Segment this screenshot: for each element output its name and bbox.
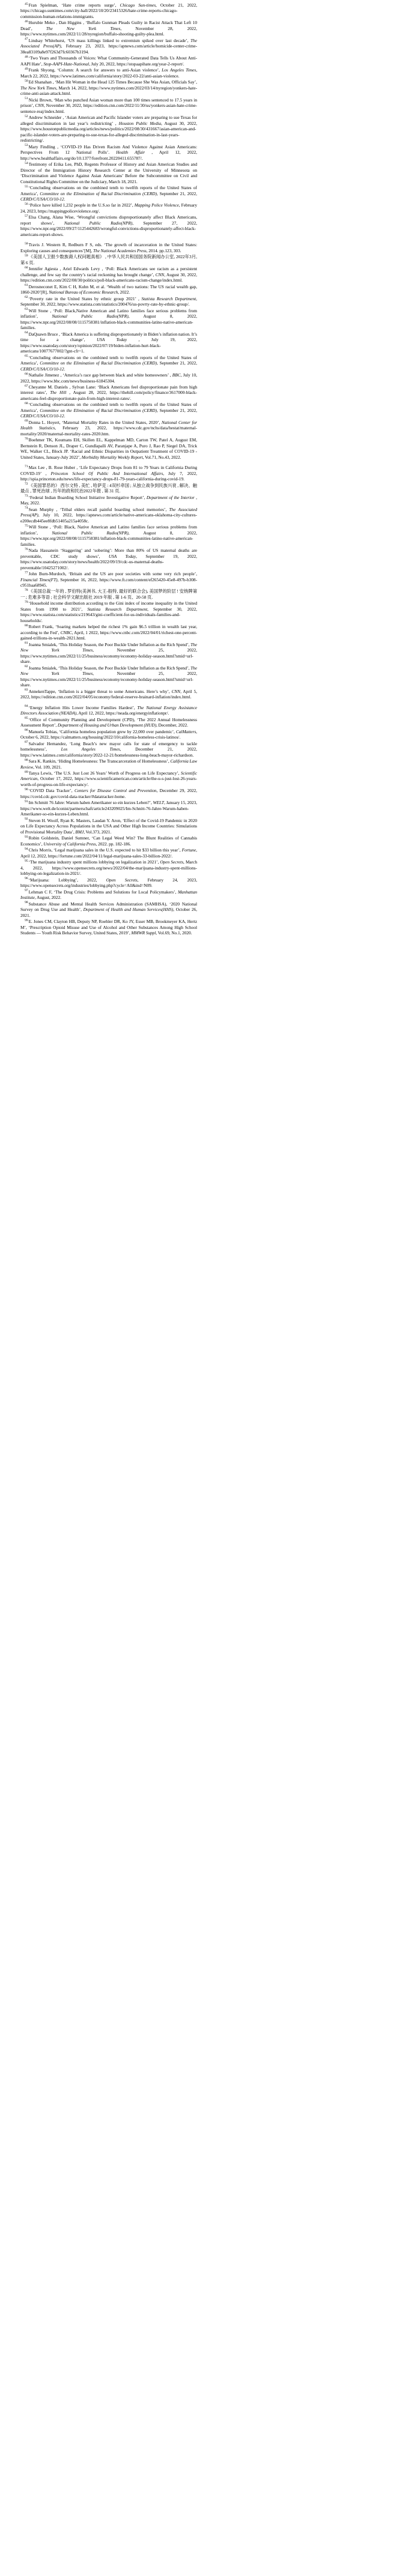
endnote-number: 79 — [25, 600, 28, 605]
endnote-text: Hurubie Meko , Dan Higgins , ‘Buffalo Gunman Pleads Guilty in Racist Attack That Left 10 Dead’, The New York Times, November 28, 2022, https://www.nytimes.com/2022/11/28/nyregion/buffalo-shooting-guilty-plea.html. — [20, 20, 197, 37]
endnote-number: 84 — [25, 704, 28, 709]
endnote — [20, 507, 197, 524]
endnote-text: Testimony of Erika Lee, PhD, Regents Professor of History and Asian American Studies and Director of the Immigration History Research Center at the University of Minnesota on ‘Discrimination and Violence Against Asian Americans’ Before the Subcommittee on Civil and Constitutional Rights Committee on the Judiciary, March 18, 2021. — [20, 162, 197, 184]
endnote-text: Robin Goldstein, Daniel Sumner, ‘Can Legal Weed Win? The Blunt Realities of Cannabis Economics’, University of California Press, 2022. pp. 182-186. — [20, 835, 197, 847]
endnote-number: 78 — [25, 588, 28, 593]
endnote-text: Robert Frank, ‘Soaring markets helped the richest 1% gain $6.5 trillion in wealth last year, according to the Fed’, CNBC, April, 1 2022, https://www.cnbc.com/2022/04/01/richest-one-percent-gained-trillions-in-wealth-2021.html. — [20, 624, 197, 641]
endnote-number: 62 — [25, 295, 28, 300]
endnote-text: Cheyanne M. Daniels , Sylvan Lane: ‘Black Americans feel disproportionate pain from high interest rates’, The Hill , August 28, 2022, https://thehill.com/policy/finance/3617000-black-americans-feel-disproportionate-pain-from-high-interest-rates/. — [20, 384, 197, 401]
endnote-text: Tanya Lewis, ‘The U.S. Just Lost 26 Years’ Worth of Progress on Life Expectancy’, Scientific American, October 17, 2022, https://www.scientificamerican.com/article/the-u-s-just-lost-26-years-worth-of-progress-on-life-expectancy/. — [20, 770, 197, 787]
endnote — [20, 67, 197, 79]
endnote-number: 81 — [25, 641, 28, 646]
endnote-text: ‘Two Years and Thousands of Voices: What Community-Generated Data Tells Us About Anti-AAPI Hate’, Stop-AAPI-Hate-National, July 20, 2022, https://stopaapihate.org/year-2-report/. — [20, 55, 197, 67]
endnote — [20, 729, 197, 740]
endnote — [20, 55, 197, 67]
endnote — [20, 600, 197, 623]
endnote-text: ‘Office of Community Planning and Development (CPD), ‘The 2022 Annual Homelessness Assessment Report’, Department of Housing and Urban Development (HUD), December, 2022. — [20, 716, 197, 728]
endnote-text: Lehman C F, ‘The Drug Crisis: Problems and Solutions for Local Policymakers’, Manhattan Institute, August, 2022. — [20, 889, 197, 901]
endnote — [20, 524, 197, 547]
endnote — [20, 162, 197, 184]
endnote — [20, 79, 197, 96]
endnote-text: Nada Hassanein ‘Staggering’ and ‘sobering’: More than 80% of US maternal deaths are preventable, CDC study shows’, USA Today, September 19, 2022, https://www.usatoday.com/story/news/health/2022/09/19/cdc-us-maternal-deaths-preventable/10425271002/. — [20, 548, 197, 570]
endnote-text: 《美国罪恶的》 西尔文特 , 美忙 , 哈萨克 : 4双杉牵国 ; 从独立战争到民族兴衰 , 解决、触最点 , 罪死治球 , 历年的政和民治2022年报 , 第 31 页. — [20, 482, 197, 494]
endnote-number: 66 — [25, 372, 28, 376]
endnotes-page — [0, 0, 405, 943]
endnote-text: ‘Concluding observations on the combined tenth to twelfth reports of the United States of America’, Committee on the Elimination of Racial Discrimination (CERD), September 21, 2022, CERD/C/USA/CO/10-12. — [20, 402, 197, 419]
endnote — [20, 202, 197, 214]
endnote-number: 77 — [25, 570, 28, 575]
endnote — [20, 919, 197, 936]
endnote-number: 68 — [25, 402, 28, 406]
endnote — [20, 38, 197, 55]
endnote-text: ‘Federal Indian Boarding School Initiative Investigative Report’, Department of the Interior , May, 2022. — [20, 494, 198, 506]
endnote — [20, 770, 197, 787]
endnote — [20, 185, 197, 202]
endnote-number: 49 — [25, 67, 28, 71]
endnote-text: 《美国总裁一年的 , 罗伯特(美洲书, 大王-般特, 最好的联合会), 美国梦的阶层 ! 安纳牌第一 ; 危难多等语 ; 社会科学文献出版社 2019 年版 , 第 1-6 页、20-58 页. — [20, 588, 197, 600]
endnote-number: 61 — [25, 283, 28, 288]
endnote-number: 47 — [25, 37, 28, 41]
endnote-text: 《美国人卫报少数族裔人权问题真相》 , 中华人民共和国国务院新闻办公室, 2022年3月, 第 6 页. — [20, 254, 197, 265]
endnote — [20, 571, 197, 588]
endnote-number: 48 — [25, 55, 28, 59]
endnote-number: 72 — [25, 482, 28, 486]
endnote-number: 60 — [25, 265, 28, 270]
endnote-number: 82 — [25, 665, 28, 669]
endnote-text: ‘Household income distribution according to the Gini index of income inequality in the United States from 1990 to 2021’, Statista Research Department, September 30, 2022, https://www.statista.com/statistics/219643/gini-coefficient-for-us-individuals-families-and-households/. — [20, 600, 197, 623]
endnote-number: 75 — [25, 524, 28, 528]
endnote — [20, 115, 197, 143]
endnote-text: Joanna Smialek, ‘This Holiday Season, the Poor Buckle Under Inflation as the Rich Spend’, The New York Times, November 25, 2022, https://www.nytimes.com/2022/11/25/business/economy/economy-holiday-season.html?smid=url-share. — [20, 641, 197, 665]
endnote — [20, 588, 197, 600]
endnote-number: 91 — [25, 800, 28, 803]
endnote-text: ‘Concluding observations on the combined tenth to twelfth reports of the United States of America’, Committee on the Elimination of Racial Discrimination (CERD), September 21, 2022, CERD/C/USA/CO/10-12. — [20, 354, 197, 372]
endnote — [20, 296, 197, 307]
group-separator — [20, 701, 197, 705]
endnote — [20, 741, 197, 758]
endnote-text: ‘Police have killed 1,232 people in the U.S.so far in 2022’, Mapping Police Violence, February 24, 2023, https://mappingpoliceviolence.org/. — [20, 202, 197, 214]
endnote-number: 80 — [25, 623, 28, 627]
endnote — [20, 859, 197, 876]
endnote-number: 73 — [25, 494, 28, 498]
endnote-text: Travis J. Western R, Redburn F S, eds. ‘The growth of incarceration in the United States: Exploring causes and consequences’[M], The National Academies Press, 2014. pp.123, 303. — [20, 242, 197, 253]
endnote-text: Jennifer Agiesta , Ariel Edwards Levy , ‘Poll: Black Americans see racism as a persistent challenge, and few say the country’s racial reckoning has brought change’, CNN, August 30, 2022, https://edition.cnn.com/2022/08/30/politics/poll-black-americans-racism-change/index.html. — [20, 266, 197, 283]
endnote-number: 64 — [25, 331, 28, 335]
endnote-number: 92 — [25, 817, 28, 821]
endnote — [20, 642, 197, 665]
endnote-text: Im Schmitt 76 Jahre: Warum haben Amerikaner so ein kurzes Leben?’, WELT, January 15, 2023, https://www.welt.de/iconist/partnerschaft/article243209025/Im-Schnitt-76-Jahre-Warum-haben-Amerikaner-so-ein-kurzes-Leben.html. — [20, 800, 197, 817]
endnote-group — [20, 2, 197, 237]
endnote-group — [20, 465, 197, 700]
endnote-group — [20, 705, 197, 936]
endnote-number: 85 — [25, 716, 28, 721]
endnote-text: Boehmer TK, Koumans EH, Skillen EL, Kappelman MD, Carton TW, Patel A, August EM, Bernstein R, Denson JL, Draper C, Gundlapalli AV, Paranjape A, Puro J, Rao P, Siegel DA, Trick WE, Walker CL, Block JP. ‘Racial and Ethnic Disparities in Outpatient Treatment of COVID-19 - United States, January-July 2022’, Morbidity Mortality Weekly Report, Vol.71, No.43, 2022. — [20, 437, 197, 460]
endnote-text: Derosneconet E, Kim C H, Kuhn M, et al. ‘Wealth of two nations: The US racial wealth gap, 1860-2020’[R], National Bureau of Economic Research, 2022. — [20, 283, 197, 295]
endnote-number: 63 — [25, 307, 28, 312]
endnote — [20, 877, 197, 889]
endnote — [20, 483, 197, 494]
endnote — [20, 901, 197, 918]
endnote — [20, 372, 197, 384]
endnote — [20, 97, 197, 114]
endnote-number: 86 — [25, 728, 28, 733]
endnote-number: 67 — [25, 384, 28, 388]
endnote-number: 50 — [25, 79, 28, 83]
endnote — [20, 355, 197, 372]
endnote — [20, 254, 197, 265]
endnote-number: 83 — [25, 688, 28, 692]
endnote-text: E. Jones CM, Clayton HB, Deputy NP, Roehler DR, Ko JY, Esser MB, Brookmeyer KA, Hertz M’, ‘Prescription Opioid Misuse and Use of Alcohol and Other Substances Among High School Students — Youth Risk Behavior Survey, United States, 2019’, MMWR Suppl, Vol.69, No.1, 2020. — [20, 919, 197, 936]
endnote — [20, 705, 197, 716]
endnote — [20, 665, 197, 688]
endnote-number: 88 — [25, 758, 28, 762]
endnote-text: AnnekenTappe, ‘Inflation is a bigger threat to some Americans. Here’s why’, CNN, April 5, 2022, https://edition.cnn.com/2022/04/05/economy/federal-reserve-brainard-inflation/index.html. — [20, 688, 198, 700]
endnote — [20, 144, 197, 161]
endnote-number: 98 — [25, 901, 28, 905]
endnote-number: 45 — [25, 2, 28, 6]
endnote-text: ‘Marijuana: Lobbying’, 2022, Open Secrets, February 24, 2023, https://www.opensecrets.org/industries/lobbying.php?cycle=All&ind=N09. — [20, 877, 197, 889]
endnote — [20, 20, 197, 37]
endnote — [20, 384, 197, 401]
endnote — [20, 818, 197, 835]
endnote-text: Andrew Schneider , ‘Asian American and Pacific Islander voters are preparing to sue Texas for alleged discrimination in last year’s redistricting’ , Houston Public Media, August 30, 2022, https://www.houstonpublicmedia.org/articles/news/politics/2022/08/30/431667/asian-american-and-pacific-islander-voters-are-preparing-to-sue-texas-for-alleged-discrimination-in-last-years-redistricting/. — [20, 115, 197, 144]
endnote-number: 87 — [25, 740, 28, 745]
endnote-number: 96 — [25, 877, 28, 881]
endnote-number: 70 — [25, 437, 28, 441]
endnote-text: Substance Abuse and Mental Health Services Administration (SAMHSA), ‘2020 National Survey on Drug Use and Health’, Department of Health and Human Services(HHS), October 26, 2021. — [20, 901, 197, 918]
endnote-text: Max Lee , B. Rose Huber , ‘Life Expectancy Drops from 81 to 79 Years in California During COVID-19’ , Princeton School Of Public And International Affairs, July 7, 2022, http://spia.princeton.edu/news/life-expectancy-drops-81-79-years-california-during-covid-19. — [20, 465, 197, 482]
endnote-text: Salvador Hernandez, ‘Long Beach’s new mayor calls for state of emergency to tackle homelessness’, Los Angeles Times, December 21, 2022, https://www.latimes.com/california/story/2022-12-21/homelessness-long-beach-mayor-richardson. — [20, 740, 197, 758]
endnote — [20, 788, 197, 799]
endnote-number: 65 — [25, 354, 28, 358]
endnote — [20, 214, 197, 237]
endnote-number: 89 — [25, 770, 28, 774]
endnote-group — [20, 242, 197, 460]
endnote-number: 56 — [25, 202, 28, 207]
endnote — [20, 2, 197, 19]
endnote — [20, 689, 197, 700]
endnote — [20, 437, 197, 460]
endnote-text: Will Stone , ‘Poll: Black, Native American and Latino families face serious problems from inflation’, National Public Radio(NPR), August 8, 2022, https://www.npr.org/2022/08/08/1115758381/inflation-black-communities-latino-native-american-families. — [20, 524, 197, 547]
endnote-text: Mary Findling , ‘COVID-19 Has Driven Racism And Violence Against Asian Americans: Perspectives From 12 National Polls’. Health Affair , April 12, 2022, http://www.healthaffairs.org/do/10.1377/forefront.20220411.655787/. — [20, 144, 197, 161]
endnote-number: 76 — [25, 547, 28, 551]
endnote-text: ‘Concluding observations on the combined tenth to twelfth reports of the United States of America’, Committee on the Elimination of Racial Discrimination (CERD), September 21, 2022, CERD/C/USA/CO/10-12. — [20, 185, 197, 202]
endnotes-columns — [20, 2, 385, 937]
endnote-number: 95 — [25, 859, 28, 863]
endnote-text: DaQuawn Bruce , ‘Black America is suffering disproportionately in Biden’s inflation nation. It’s time for a change’, USA Today , July 19, 2022, https://www.usatoday.com/story/opinion/2022/07/19/biden-inflation-hurt-black-americans/10077677002/?gnt-cfr=1. — [20, 331, 197, 354]
endnote-text: Nicki Brown, ‘Man who punched Asian woman more than 100 times sentenced to 17.5 years in prison’, CNN, November 30, 2022, https://edition.cnn.com/2022/11/30/us/yonkers-asian-hate-crime-sentence-reaj/index.html. — [20, 97, 197, 114]
endnote — [20, 465, 197, 482]
endnote-number: 54 — [25, 161, 28, 165]
endnote-text: Donna L. Hoyert, ‘Maternal Mortality Rates in the United States, 2020’, National Center for Health Statistics, February 23, 2022, https://www.cdc.gov/nchs/data/hestat/maternal-mortality/2020/maternal-mortality-rates-2020.htm. — [20, 419, 197, 437]
endnote — [20, 624, 197, 641]
endnote — [20, 758, 197, 770]
endnote-text: Lindsay Whitehurst, ‘US mass killings linked to extremism spiked over last decade’, The Associated Press(AP), February 23, 2023, https://apnews.com/article/homicide-center-crime-38ea83109a8e97f263d7fc60367b3194. — [20, 37, 197, 55]
endnote-text: ‘The marijuana industry spent millions lobbying on legalization in 2021’, Open Secrets, March 4, 2022, https://www.opensecrets.org/news/2022/04/the-marijuana-industry-spent-millions-lobbying-on-legalization-in-2021/. — [20, 859, 197, 877]
endnote — [20, 495, 197, 506]
endnote-number: 59 — [25, 253, 28, 258]
endnote-text: Manuela Tobias, ‘California homeless population grew by 22,000 over pandemic’, CalMatters, October 6, 2022, https://calmatters.org/housing/2022/10/california-homeless-crisis-latinos/. — [20, 728, 197, 740]
endnote-text: Will Stone , ‘Poll: Black,Native American and Latino families face serious problems from inflation’, National Public Radio(NPR), August 8, 2022, https://www.npr.org/2022/08/08/1115758381/inflation-black-communities-latino-native-american-families. — [20, 307, 197, 331]
endnote — [20, 284, 197, 295]
endnote — [20, 800, 197, 817]
endnote-text: ‘Energy Inflation Hits Lower Income Families Hardest’, The National Energy Assistance Directors Association (NEADA), April 12, 2022, https://neada.org/energyinflationpr/. — [20, 704, 197, 716]
endnote-number: 94 — [25, 847, 28, 851]
endnote-number: 99 — [25, 918, 28, 922]
endnote-number: 90 — [25, 788, 28, 792]
endnote — [20, 889, 197, 901]
endnote-text: ‘COVID Data Tracker’, Centers for Disease Control and Prevention, December 29, 2022, https://covid.cdc.gov/covid-data-tracker/#datatracker-home. — [20, 788, 197, 799]
endnote — [20, 420, 197, 437]
endnote-text: Sean Murphy , ‘Tribal elders recall painful boarding school memories’, The Associated Press(AP), July 10, 2022, https://apnews.com/article/native-americans-oklahoma-city-cultures-e200ecdb445ee8fdb51405a215a4058c. — [20, 506, 197, 524]
endnote-text: Elsa Chang, Alana Wise, ‘Wrongful convictions disproportionately affect Black Americans, report shows’, National Public Radio(NPR), September 27, 2022, https://www.npr.org/2022/09/27/1125442683/wrongful-convictions-disproportionately-affect-black-americans-report-shows. — [20, 214, 197, 237]
endnote-number: 58 — [25, 241, 28, 246]
endnote-text: Nathalie Jimenez , ‘America’s race gap between black and white homeowners’ , BBC, July 10, 2022, https://www.bbc.com/news/business-61845304. — [20, 372, 197, 384]
endnote — [20, 308, 197, 331]
endnote-text: Chris Morris, ‘Legal marijuana sales in the U.S. expected to hit $33 billion this year’, Fortune, April 12, 2022, https://fortune.com/2022/04/11/legal-marijuana-sales-33-billion-2022/. — [20, 847, 197, 859]
endnote-number: 71 — [25, 464, 28, 468]
endnote — [20, 847, 197, 859]
endnote-text: Sara K. Rankin, ‘Hiding Homelessness: The Transcarceration of Homelessness’, California Law Review, Vol. 109, 2021. — [20, 758, 197, 770]
endnote-text: Ed Shanahan , ‘Man Hit Woman in the Head 125 Times Because She Was Asian, Officials Say’, The New York Times, March 14, 2022, https://www.nytimes.com/2022/03/14/nyregion/yonkers-hate-crime-anti-asian-attack.html. — [20, 79, 197, 97]
endnote-text: Joanna Smialek, ‘This Holiday Season, the Poor Buckle Under Inflation as the Rich Spend’, The New York Times, November 25, 2022, https://www.nytimes.com/2022/11/25/business/economy/economy-holiday-season.html?smid=url-share. — [20, 665, 197, 688]
endnote-number: 97 — [25, 889, 28, 893]
endnote-text: John Burn-Murdoch, ‘Britain and the US are poor societies with some very rich people’, Financial Times(FT), September 16, 2022, https://www.ft.com/content/ef265420-45e8-497b-b308-c951baa68945. — [20, 571, 197, 588]
endnote-number: 53 — [25, 144, 28, 148]
endnote-text: Steven H. Woolf, Ryan K. Masters, Laudan Y. Aron, ‘Effect of the Covid-19 Pandemic in 2020 on Life Expectancy Across Populations in the USA and Other High Income Countries: Simulations of Provisional Mortality Data’, BMJ, Vol.373, 2021. — [20, 817, 197, 835]
endnote — [20, 266, 197, 283]
endnote-text: Fran Spielman, ‘Hate crime reports surge’, Chicago Sun-times, October 21, 2022, https://chicago.suntimes.com/city-hall/2022/10/20/23415326/hate-crime-reports-chicago-commission-human-relations-immigrants. — [20, 2, 197, 19]
endnote-number: 74 — [25, 506, 28, 510]
endnote — [20, 402, 197, 419]
endnote — [20, 548, 197, 570]
endnote — [20, 331, 197, 354]
endnote-number: 69 — [25, 419, 28, 423]
endnote-number: 93 — [25, 835, 28, 839]
endnote — [20, 717, 197, 728]
endnote-number: 46 — [25, 20, 28, 24]
endnote-text: ‘Poverty rate in the United States by ethnic group 2021’ , Statista Research Department, September 30, 2022, https://www.statista.com/statistics/200476/us-povrty-rate-by-ethnic-group/. — [20, 295, 197, 307]
endnote — [20, 242, 197, 253]
endnote-number: 51 — [25, 97, 28, 101]
endnote-number: 57 — [25, 214, 28, 219]
endnote — [20, 835, 197, 847]
endnote-number: 52 — [25, 114, 28, 118]
endnote-text: Frank Shyong, ‘Column: A search for answers to anti-Asian violence’, Los Angeles Times, March 22, 2022, https://www.latimes.com/california/story/2022-03-22/anti-asian-violence. — [20, 67, 198, 79]
endnote-number: 55 — [25, 184, 28, 189]
